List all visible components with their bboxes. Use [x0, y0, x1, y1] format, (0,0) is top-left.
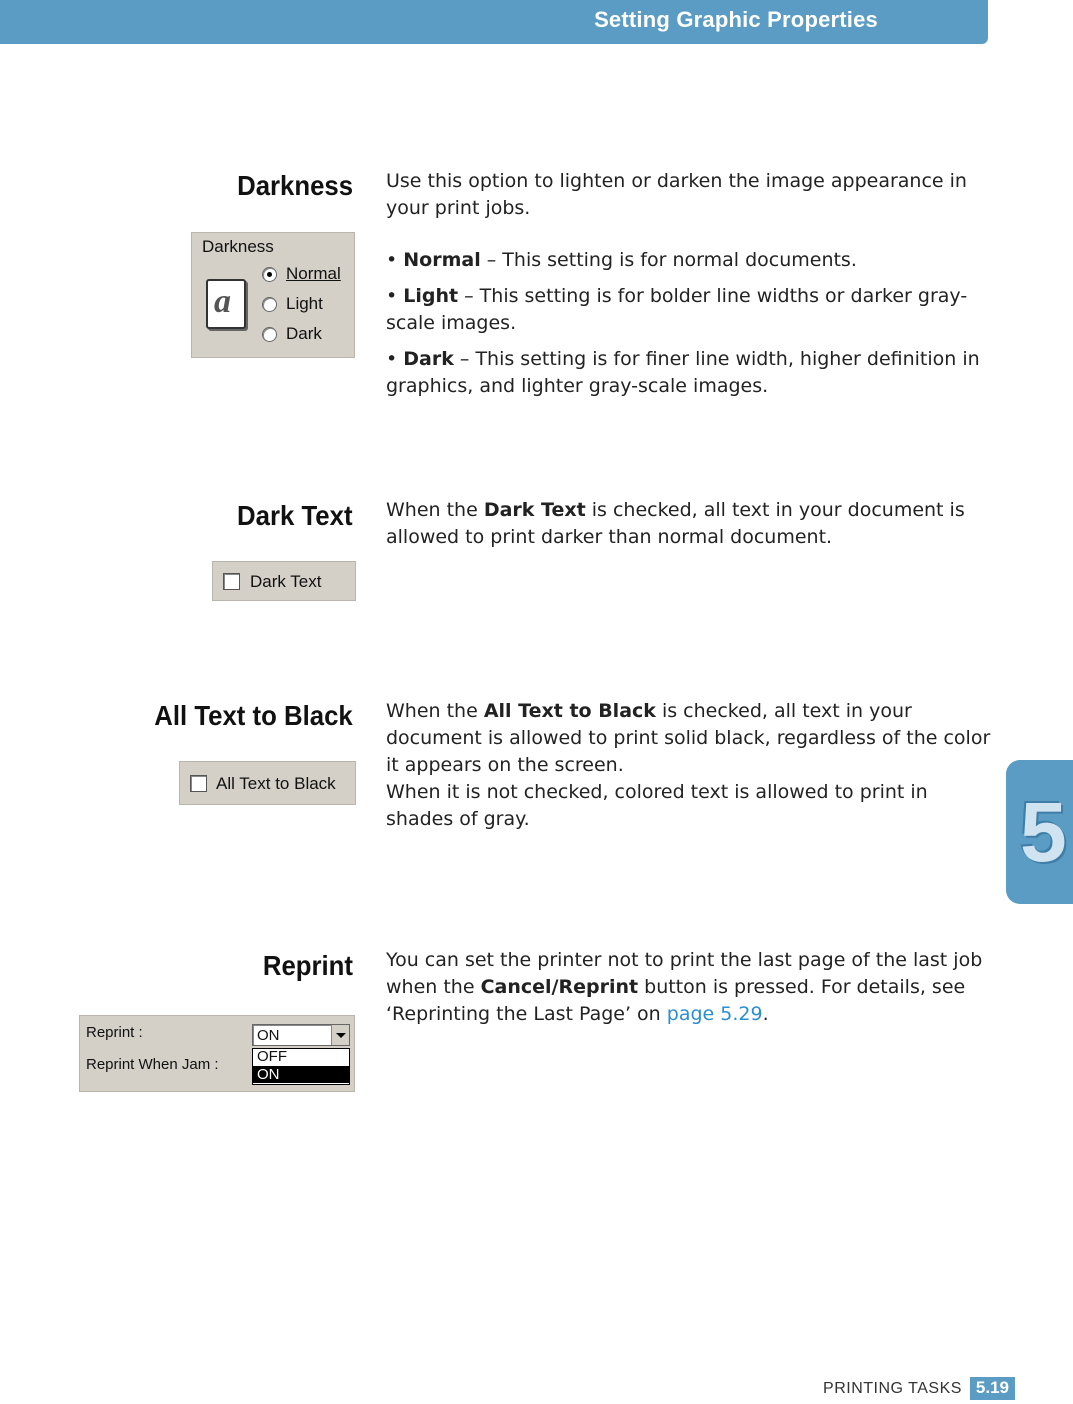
- reprint-label: Reprint :: [86, 1024, 143, 1041]
- chapter-tab: [1006, 760, 1073, 904]
- radio-light-label: Light: [286, 294, 323, 313]
- radio-normal[interactable]: [262, 267, 277, 282]
- bullet-dark: • Dark – This setting is for finer line width, higher definition in graphics, and lighter gray-scale images.: [386, 348, 980, 397]
- reprint-dropdown-list: [252, 1048, 350, 1085]
- darkness-heading: Darkness: [236, 170, 353, 201]
- page-title: Setting Graphic Properties: [594, 7, 878, 32]
- darkness-body: [386, 168, 996, 400]
- footer: [823, 1377, 1015, 1400]
- darkness-intro: Use this option to lighten or darken the image appearance in your print jobs.: [386, 170, 967, 219]
- dropdown-option-on[interactable]: ON: [253, 1066, 349, 1083]
- reprint-when-jam-label: Reprint When Jam :: [86, 1056, 219, 1073]
- all-text-black-body: When the All Text to Black is checked, all text in your document is allowed to print solid black, regardless of the color it appears on the screen. When it is not checked, colored text is allowed to print in shades of gray.: [386, 698, 991, 833]
- chevron-down-icon[interactable]: [331, 1025, 349, 1045]
- reprint-body: You can set the printer not to print the last page of the last job when the Cancel/Reprint button is pressed. For details, see ‘Reprinting the Last Page’ on page 5.29.: [386, 949, 983, 1025]
- radio-dark[interactable]: [262, 327, 277, 342]
- reprint-heading: Reprint: [262, 950, 353, 981]
- reprint-select-value: ON: [257, 1027, 280, 1044]
- radio-dark-label: Dark: [286, 324, 322, 343]
- all-text-black-note: When it is not checked, colored text is allowed to print in shades of gray.: [386, 781, 928, 830]
- header-bar: [0, 0, 988, 44]
- darkness-preview-icon: a: [206, 279, 246, 329]
- dark-text-body: When the Dark Text is checked, all text in your document is allowed to print darker than normal document.: [386, 499, 965, 548]
- dark-text-heading: Dark Text: [237, 500, 353, 531]
- dark-text-checkbox-label: Dark Text: [250, 572, 322, 591]
- footer-label: PRINTING TASKS: [823, 1379, 962, 1397]
- all-text-black-checkbox[interactable]: [190, 775, 207, 792]
- page-link[interactable]: page 5.29: [666, 1003, 763, 1025]
- dark-text-checkbox[interactable]: [223, 573, 240, 590]
- bullet-normal: • Normal – This setting is for normal documents.: [386, 249, 857, 271]
- dropdown-option-off[interactable]: OFF: [257, 1048, 287, 1065]
- page-number: 5.19: [970, 1377, 1015, 1400]
- bullet-light: • Light – This setting is for bolder line widths or darker gray-scale images.: [386, 285, 968, 334]
- radio-light[interactable]: [262, 297, 277, 312]
- all-text-black-option: [179, 761, 356, 805]
- all-text-black-heading: All Text to Black: [154, 700, 353, 731]
- darkness-group-label: Darkness: [202, 237, 274, 256]
- reprint-dialog: [79, 1015, 355, 1092]
- darkness-dialog: [191, 232, 355, 358]
- dark-text-option: [212, 561, 356, 601]
- reprint-select[interactable]: [252, 1024, 350, 1046]
- all-text-black-checkbox-label: All Text to Black: [216, 774, 336, 793]
- chapter-number: 5: [1020, 785, 1067, 879]
- radio-normal-label: Normal: [286, 264, 341, 283]
